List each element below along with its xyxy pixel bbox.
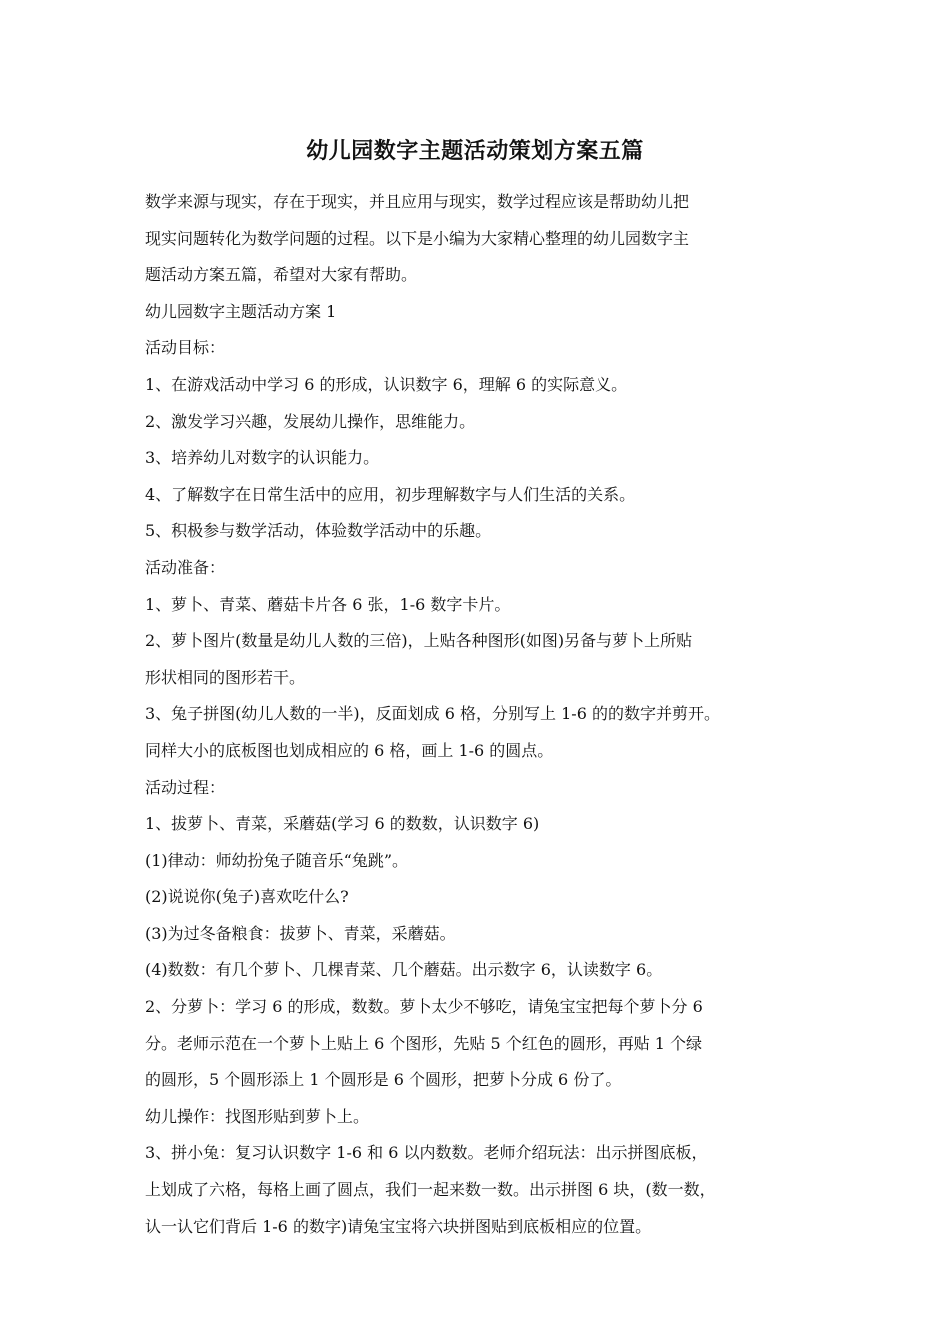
text-line: 数学来源与现实，存在于现实，并且应用与现实，数学过程应该是帮助幼儿把 — [145, 192, 690, 211]
paragraph — [145, 1099, 835, 1136]
text-line: 1、在游戏活动中学习 6 的形成，认识数字 6，理解 6 的实际意义。 — [145, 374, 628, 394]
paragraph — [145, 367, 835, 404]
text-line: 活动准备： — [145, 557, 226, 577]
document-title: 幼儿园数字主题活动策划方案五篇 — [306, 138, 644, 164]
paragraph — [145, 330, 835, 367]
paragraph — [145, 989, 835, 1099]
text-line: 分。老师示范在一个萝卜上贴上 6 个图形，先贴 5 个红色的圆形，再贴 1 个绿 — [145, 1033, 703, 1053]
text-line: (3)为过冬备粮食：拔萝卜、青菜，采蘑菇。 — [145, 923, 456, 943]
paragraph — [145, 294, 835, 331]
text-line: (2)说说你(兔子)喜欢吃什么? — [145, 887, 349, 907]
paragraph — [145, 477, 835, 514]
paragraph — [145, 623, 835, 696]
text-line: 现实问题转化为数学问题的过程。以下是小编为大家精心整理的幼儿园数字主 — [145, 228, 690, 248]
text-line: (1)律动：师幼扮兔子随音乐“兔跳”。 — [145, 850, 409, 870]
text-line: 上划成了六格，每格上画了圆点，我们一起来数一数。出示拼图 6 块，(数一数， — [145, 1180, 716, 1200]
paragraph — [145, 879, 835, 916]
text-line: 幼儿操作：找图形贴到萝卜上。 — [145, 1106, 370, 1126]
paragraph — [145, 806, 835, 843]
paragraph — [145, 696, 835, 769]
paragraph — [145, 1135, 835, 1245]
text-line: 1、萝卜、青菜、蘑菇卡片各 6 张，1-6 数字卡片。 — [145, 594, 511, 614]
paragraph — [145, 440, 835, 477]
text-line: 的圆形，5 个圆形添上 1 个圆形是 6 个圆形，把萝卜分成 6 份了。 — [145, 1070, 622, 1090]
paragraph — [145, 843, 835, 880]
paragraph — [145, 550, 835, 587]
paragraph — [145, 587, 835, 624]
text-line: 1、拔萝卜、青菜，采蘑菇(学习 6 的数数，认识数字 6) — [145, 814, 540, 834]
paragraph — [145, 916, 835, 953]
text-line: 题活动方案五篇，希望对大家有帮助。 — [145, 265, 418, 285]
text-line: 形状相同的图形若干。 — [145, 667, 306, 687]
paragraph — [145, 513, 835, 550]
paragraph — [145, 770, 835, 807]
text-line: (4)数数：有几个萝卜、几棵青菜、几个蘑菇。出示数字 6，认读数字 6。 — [145, 960, 663, 980]
text-line: 3、兔子拼图(幼儿人数的一半)，反面划成 6 格，分别写上 1-6 的的数字并剪开。 — [145, 704, 720, 724]
text-line: 2、激发学习兴趣，发展幼儿操作，思维能力。 — [145, 411, 476, 431]
text-line: 认一认它们背后 1-6 的数字)请兔宝宝将六块拼图贴到底板相应的位置。 — [145, 1216, 652, 1236]
paragraph — [145, 404, 835, 441]
text-line: 5、积极参与数学活动，体验数学活动中的乐趣。 — [145, 521, 492, 541]
text-line: 3、拼小兔：复习认识数字 1-6 和 6 以内数数。老师介绍玩法：出示拼图底板， — [145, 1143, 708, 1163]
text-line: 4、了解数字在日常生活中的应用，初步理解数字与人们生活的关系。 — [145, 484, 636, 504]
text-line: 2、萝卜图片(数量是幼儿人数的三倍)，上贴各种图形(如图)另备与萝卜上所贴 — [145, 631, 693, 651]
text-line: 同样大小的底板图也划成相应的 6 格，画上 1-6 的圆点。 — [145, 740, 554, 760]
text-line: 3、培养幼儿对数字的认识能力。 — [145, 448, 380, 468]
text-line: 幼儿园数字主题活动方案 1 — [145, 301, 337, 321]
document-body — [145, 184, 835, 1245]
paragraph — [145, 952, 835, 989]
text-line: 活动过程： — [145, 777, 226, 797]
paragraph — [145, 184, 835, 294]
text-line: 2、分萝卜：学习 6 的形成，数数。萝卜太少不够吃，请兔宝宝把每个萝卜分 6 — [145, 997, 703, 1017]
text-line: 活动目标： — [145, 338, 226, 358]
